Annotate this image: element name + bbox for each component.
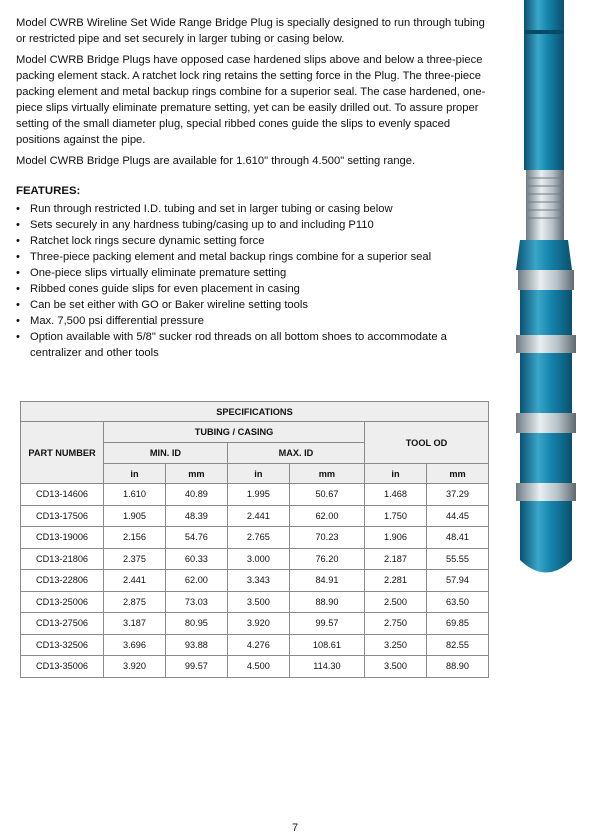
feature-item: • Ratchet lock rings secure dynamic setting force [16,233,496,249]
table-cell: 50.67 [289,484,364,506]
unit-header: in [227,464,289,484]
table-cell: CD13-19006 [21,527,104,549]
description-block [16,15,496,361]
table-title: SPECIFICATIONS [21,402,489,422]
table-cell: 84.91 [289,570,364,592]
table-cell: 37.29 [426,484,488,506]
table-row [21,656,489,678]
table-cell: 3.500 [365,656,427,678]
intro-paragraph-2: Model CWRB Bridge Plugs have opposed case hardened slips above and below a three-piece packing element stack. A ratchet lock ring retains the setting force in the Plug. The three-piece packing element and metal backup rings combine for a superior seal. The case hardened, one-piece slips virtually eliminate premature setting, yet can be easily drilled out. To assure proper setting of the small diameter plug, special ribbed cones guide the slips to evenly spaced positions against the pipe. [16,54,486,146]
table-cell: 1.905 [104,505,166,527]
table-cell: 44.45 [426,505,488,527]
features-heading: FEATURES: [16,185,81,197]
table-row [21,548,489,570]
table-cell: CD13-17506 [21,505,104,527]
features-list [16,201,496,361]
table-cell: 93.88 [165,634,227,656]
part-number-header: PART NUMBER [21,422,104,484]
table-cell: 1.750 [365,505,427,527]
table-cell: CD13-21806 [21,548,104,570]
table-cell: CD13-22806 [21,570,104,592]
table-cell: 62.00 [165,570,227,592]
unit-header: in [365,464,427,484]
tool-od-header: TOOL OD [365,422,489,464]
table-cell: 76.20 [289,548,364,570]
table-cell: CD13-14606 [21,484,104,506]
table-cell: 57.94 [426,570,488,592]
unit-header: mm [426,464,488,484]
feature-item: • Sets securely in any hardness tubing/casing up to and including P110 [16,217,496,233]
table-row [21,613,489,635]
table-row [21,570,489,592]
feature-item: • Can be set either with GO or Baker wireline setting tools [16,297,496,313]
table-cell: 2.187 [365,548,427,570]
table-cell: 63.50 [426,591,488,613]
table-cell: 1.468 [365,484,427,506]
table-row [21,484,489,506]
table-cell: 88.90 [289,591,364,613]
specifications-body [21,484,489,678]
intro-paragraph-3: Model CWRB Bridge Plugs are available for 1.610" through 4.500" setting range. [16,155,416,167]
table-cell: CD13-27506 [21,613,104,635]
table-cell: 3.250 [365,634,427,656]
table-row [21,591,489,613]
table-cell: 3.343 [227,570,289,592]
table-cell: 4.276 [227,634,289,656]
table-cell: CD13-35006 [21,656,104,678]
intro-paragraph-1: Model CWRB Wireline Set Wide Range Bridge Plug is specially designed to run through tubing or restricted pipe and set securely in larger tubing or casing below. [16,17,485,45]
table-cell: 108.61 [289,634,364,656]
table-cell: 69.85 [426,613,488,635]
table-cell: 1.610 [104,484,166,506]
table-cell: 73.03 [165,591,227,613]
table-cell: 54.76 [165,527,227,549]
table-cell: 3.187 [104,613,166,635]
min-id-header: MIN. ID [104,443,228,464]
unit-header: in [104,464,166,484]
table-cell: 2.441 [227,505,289,527]
table-cell: 2.750 [365,613,427,635]
table-cell: 40.89 [165,484,227,506]
table-cell: 3.920 [104,656,166,678]
table-cell: 80.95 [165,613,227,635]
table-cell: 62.00 [289,505,364,527]
table-cell: 48.39 [165,505,227,527]
feature-item: • One-piece slips virtually eliminate premature setting [16,265,496,281]
table-cell: CD13-32506 [21,634,104,656]
feature-item: • Max. 7,500 psi differential pressure [16,313,496,329]
feature-item: • Run through restricted I.D. tubing and set in larger tubing or casing below [16,201,496,217]
table-cell: 2.500 [365,591,427,613]
table-cell: 2.875 [104,591,166,613]
table-cell: 70.23 [289,527,364,549]
table-cell: 1.995 [227,484,289,506]
feature-item: • Option available with 5/8" sucker rod threads on all bottom shoes to accommodate a centralizer and other tools [16,329,496,361]
table-cell: 4.500 [227,656,289,678]
table-cell: 82.55 [426,634,488,656]
table-cell: 114.30 [289,656,364,678]
feature-item: • Ribbed cones guide slips for even placement in casing [16,281,496,297]
page-number: 7 [291,822,299,834]
table-cell: 60.33 [165,548,227,570]
table-cell: 48.41 [426,527,488,549]
table-row [21,505,489,527]
table-cell: 2.281 [365,570,427,592]
table-row [21,634,489,656]
table-cell: 2.441 [104,570,166,592]
specifications-table [20,401,489,678]
table-cell: 99.57 [289,613,364,635]
table-cell: 3.500 [227,591,289,613]
table-cell: 88.90 [426,656,488,678]
table-cell: 55.55 [426,548,488,570]
table-cell: 3.000 [227,548,289,570]
table-cell: 2.765 [227,527,289,549]
table-cell: CD13-25006 [21,591,104,613]
max-id-header: MAX. ID [227,443,364,464]
unit-header: mm [165,464,227,484]
table-cell: 2.156 [104,527,166,549]
feature-item: • Three-piece packing element and metal backup rings combine for a superior seal [16,249,496,265]
table-cell: 2.375 [104,548,166,570]
table-cell: 3.696 [104,634,166,656]
table-row [21,527,489,549]
table-cell: 99.57 [165,656,227,678]
table-cell: 3.920 [227,613,289,635]
tubing-casing-header: TUBING / CASING [104,422,365,443]
bridge-plug-image [512,0,584,580]
unit-header: mm [289,464,364,484]
table-cell: 1.906 [365,527,427,549]
